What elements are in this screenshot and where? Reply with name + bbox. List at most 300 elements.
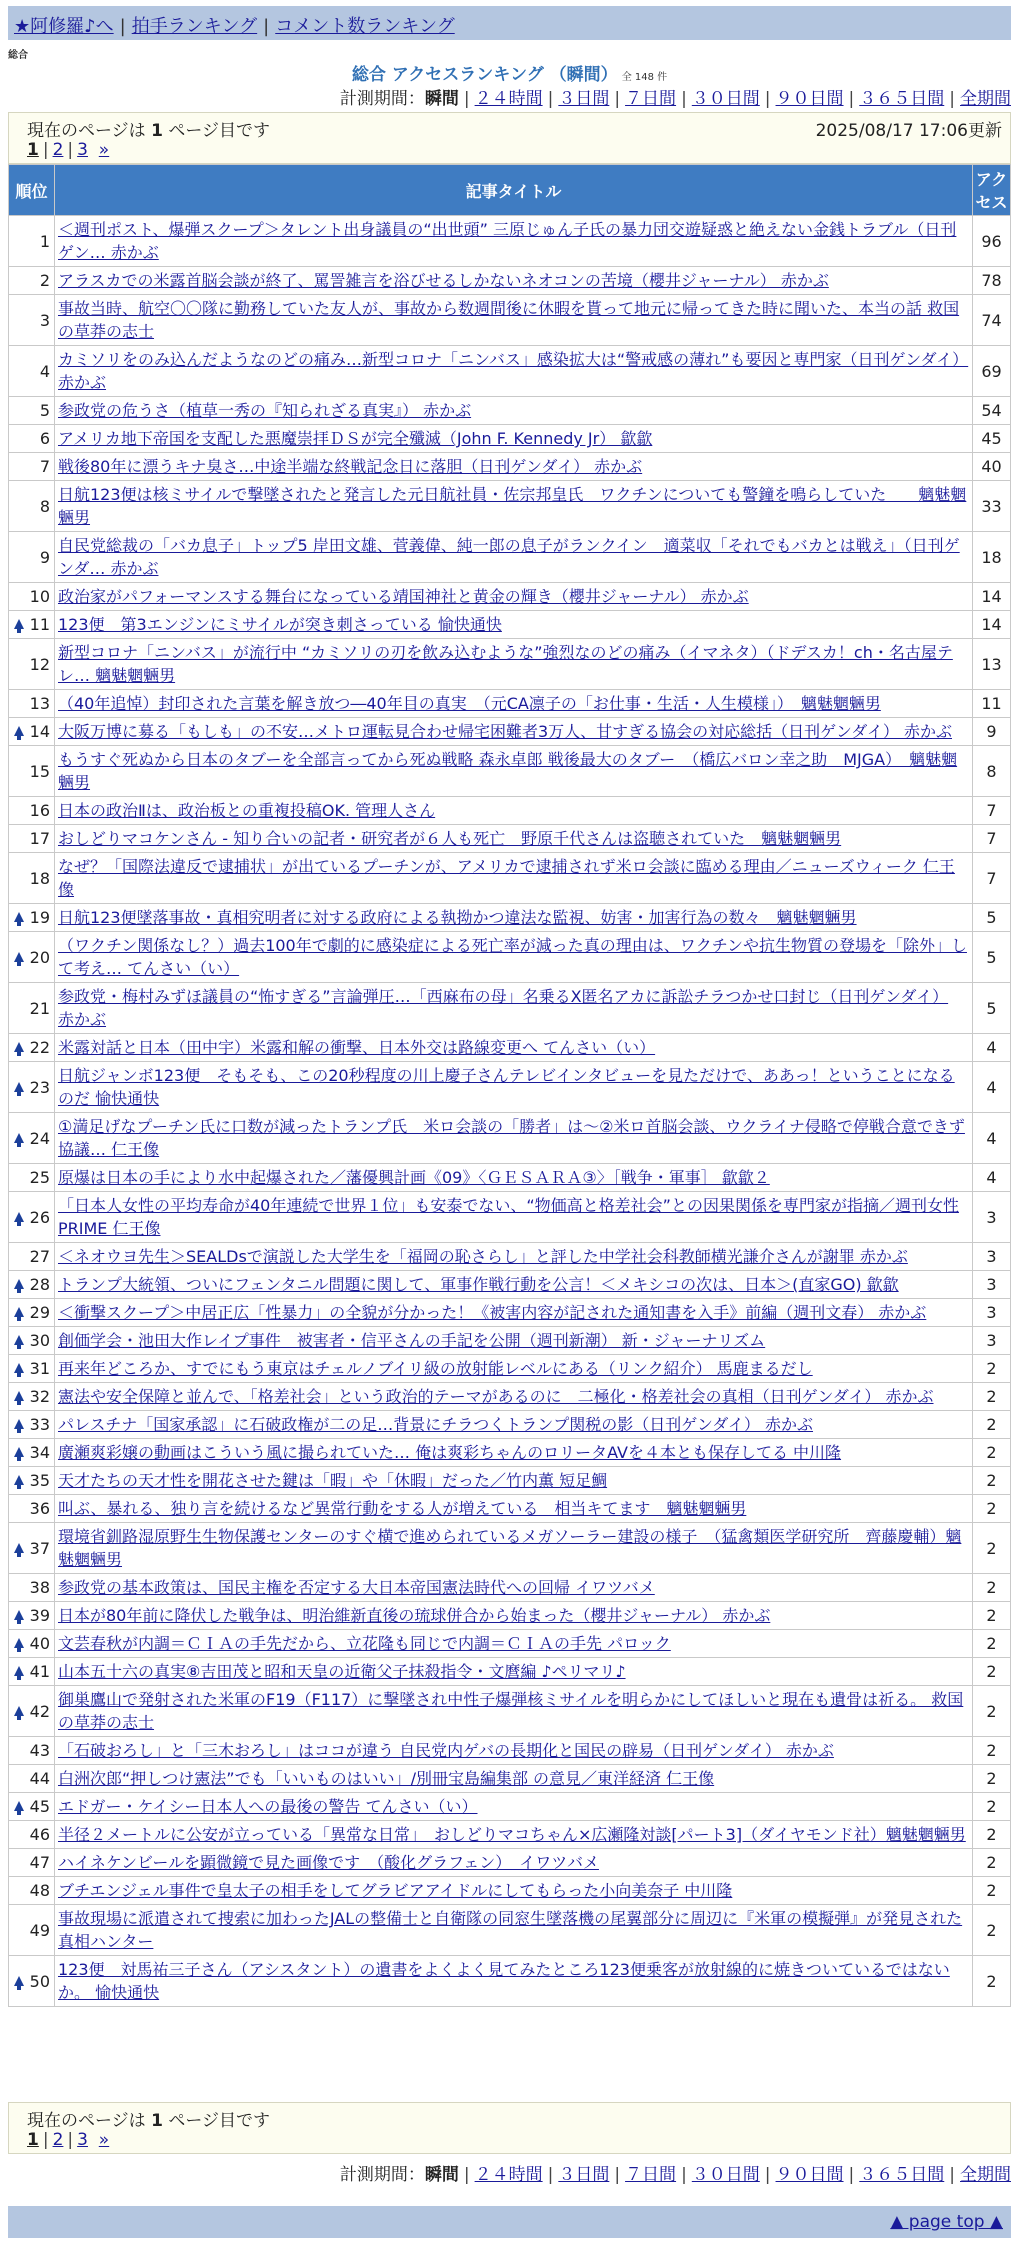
rank-number: 19 xyxy=(29,908,50,927)
period-label: 計測期間： xyxy=(339,2165,425,2185)
article-link[interactable]: 「日本人女性の平均寿命が40年連続で世界１位」も安泰でない、“物価高と格差社会”との因果関係を専門家が指摘／週刊女性PRIME 仁王像 xyxy=(58,1196,959,1238)
rank-number: 7 xyxy=(39,457,50,476)
rank-cell xyxy=(9,853,55,904)
title-cell xyxy=(55,216,973,267)
period-24h-link[interactable]: ２４時間 xyxy=(474,2165,543,2185)
rank-up-arrow-icon xyxy=(14,1042,24,1052)
total-count: 全 148 件 xyxy=(621,72,668,83)
title-cell xyxy=(55,1062,973,1113)
rank-cell xyxy=(9,1574,55,1602)
rank-cell xyxy=(9,1062,55,1113)
rank-up-arrow-icon xyxy=(14,1706,24,1716)
rank-cell xyxy=(9,904,55,932)
period-365d-link[interactable]: ３６５日間 xyxy=(859,89,945,109)
page-info: 現在のページは 1 ページ目です xyxy=(27,121,270,141)
table-row xyxy=(9,718,1011,746)
rank-number: 49 xyxy=(29,1920,50,1940)
title-cell xyxy=(55,1299,973,1327)
rank-number: 2 xyxy=(39,271,50,290)
period-current: 瞬間 xyxy=(424,89,459,109)
rank-cell xyxy=(9,1658,55,1686)
title-cell xyxy=(55,825,973,853)
access-count: 2 xyxy=(973,1905,1011,1956)
rank-number: 50 xyxy=(29,1971,50,1991)
rank-cell xyxy=(9,690,55,718)
title-cell xyxy=(55,1243,973,1271)
title-cell xyxy=(55,746,973,797)
rank-cell xyxy=(9,1034,55,1062)
article-link[interactable]: 参政党・梅村みずほ議員の“怖すぎる”言論弾圧…「西麻布の母」名乗るX匿名アカに訴訟チラつかせ口封じ（日刊ゲンダイ） 赤かぶ xyxy=(58,987,949,1029)
access-header: アクセス xyxy=(973,165,1011,216)
article-link[interactable]: 白洲次郎“押しつけ憲法”でも「いいものはいい」/別冊宝島編集部 の意見／東洋経済 仁王像 xyxy=(58,1769,715,1788)
rank-cell xyxy=(9,216,55,267)
title-cell xyxy=(55,1793,973,1821)
article-link[interactable]: カミソリをのみ込んだようなのどの痛み…新型コロナ「ニンバス」感染拡大は“警戒感の薄れ”も要因と専門家（日刊ゲンダイ） 赤かぶ xyxy=(58,350,969,392)
rank-cell xyxy=(9,1630,55,1658)
rank-cell xyxy=(9,932,55,983)
table-row xyxy=(9,1630,1011,1658)
table-row xyxy=(9,611,1011,639)
table-row xyxy=(9,1062,1011,1113)
title-cell xyxy=(55,1523,973,1574)
rank-up-arrow-icon xyxy=(14,619,24,629)
title-cell xyxy=(55,1574,973,1602)
rank-number: 43 xyxy=(29,1741,50,1760)
table-row xyxy=(9,1113,1011,1164)
article-link[interactable]: 事故現場に派遣されて捜索に加わったJALの整備士と自衛隊の同窓生墜落機の尾翼部分に周辺に『米軍の模擬弾』が発見された 真相ハンター xyxy=(58,1909,963,1951)
rank-cell xyxy=(9,1905,55,1956)
rank-number: 3 xyxy=(39,310,50,330)
article-link[interactable]: もうすぐ死ぬから日本のタブーを全部言ってから死ぬ戦略 森永卓郎 戦後最大のタブー （橋広バロン幸之助 MJGA） 魑魅魍魎男 xyxy=(58,750,958,792)
rank-number: 39 xyxy=(29,1606,50,1625)
article-link[interactable]: 原爆は日本の手により水中起爆された／藩優興計画《09》〈ＧＥＳＡＲＡ③〉［戦争・軍事］ 歙歙２ xyxy=(58,1168,770,1187)
table-row xyxy=(9,797,1011,825)
period-30d-link[interactable]: ３０日間 xyxy=(691,89,760,109)
rank-cell xyxy=(9,346,55,397)
title-cell xyxy=(55,1467,973,1495)
access-count: 74 xyxy=(973,295,1011,346)
rank-number: 20 xyxy=(29,947,50,967)
rank-up-arrow-icon xyxy=(14,1391,24,1401)
rank-cell xyxy=(9,1467,55,1495)
rank-cell xyxy=(9,1271,55,1299)
top-nav-bar xyxy=(8,6,1011,40)
article-link[interactable]: 日本が80年前に降伏した戦争は、明治維新直後の琉球併合から始まった（櫻井ジャーナル） 赤かぶ xyxy=(58,1606,771,1625)
period-nav-top: 計測期間：瞬間 | ２４時間 | ３日間 | ７日間 | ３０日間 | ９０日間 | ３６５日間 | 全期間 xyxy=(339,89,1011,109)
rank-cell xyxy=(9,1299,55,1327)
table-row xyxy=(9,1877,1011,1905)
period-3d-link[interactable]: ３日間 xyxy=(558,2165,610,2185)
table-row xyxy=(9,1495,1011,1523)
rank-number: 36 xyxy=(29,1499,50,1518)
rank-number: 32 xyxy=(29,1387,50,1406)
table-row xyxy=(9,690,1011,718)
table-row xyxy=(9,1327,1011,1355)
rank-cell xyxy=(9,1383,55,1411)
access-count: 40 xyxy=(973,453,1011,481)
article-link[interactable]: アメリカ地下帝国を支配した悪魔崇拝ＤＳが完全殲滅（John F. Kennedy Jr） 歙歙 xyxy=(58,429,653,448)
article-link[interactable]: 日航ジャンボ123便 そもそも、この20秒程度の川上慶子さんテレビインタビューを見ただけで、ああっ！ということになるのだ 愉快通快 xyxy=(58,1066,955,1108)
article-link[interactable]: 日航123便は核ミサイルで撃墜されたと発言した元日航社員・佐宗邦皇氏 ワクチンについても警鐘を鳴らしていた 魑魅魍魎男 xyxy=(58,485,967,527)
rank-up-arrow-icon xyxy=(14,1133,24,1143)
access-count: 78 xyxy=(973,267,1011,295)
article-link[interactable]: おしどりマコケンさん - 知り合いの記者・研究者が６人も死亡 野原千代さんは盗聴されていた 魑魅魍魎男 xyxy=(58,829,842,848)
page-2-link[interactable]: 2 xyxy=(52,140,64,160)
article-link[interactable]: 日航123便墜落事故・真相究明者に対する政府による執拗かつ違法な監視、妨害・加害行為の数々 魑魅魍魎男 xyxy=(58,908,857,927)
article-link[interactable]: エドガー・ケイシー日本人への最後の警告 てんさい（い） xyxy=(58,1797,478,1816)
rank-number: 48 xyxy=(29,1881,50,1900)
rank-cell xyxy=(9,1327,55,1355)
article-link[interactable]: 再来年どころか、すでにもう東京はチェルノブイリ級の放射能レベルにある（リンク紹介） 馬鹿まるだし xyxy=(58,1359,813,1378)
title-cell xyxy=(55,453,973,481)
access-count: 14 xyxy=(973,611,1011,639)
rank-number: 35 xyxy=(29,1471,50,1490)
access-count: 11 xyxy=(973,690,1011,718)
title-cell xyxy=(55,481,973,532)
article-link[interactable]: 山本五十六の真実⑧吉田茂と昭和天皇の近衛父子抹殺指令・文麿編 ♪ペリマリ♪ xyxy=(58,1662,626,1681)
access-count: 2 xyxy=(973,1737,1011,1765)
article-link[interactable]: トランプ大統領、ついにフェンタニル問題に関して、軍事作戦行動を公言！＜メキシコの次は、日本＞(直家GO) 歙歙 xyxy=(58,1275,899,1294)
title-cell xyxy=(55,1821,973,1849)
title-cell xyxy=(55,611,973,639)
title-cell xyxy=(55,1164,973,1192)
period-nav-bottom: 計測期間：瞬間 | ２４時間 | ３日間 | ７日間 | ３０日間 | ９０日間 | ３６５日間 | 全期間 xyxy=(339,2165,1011,2185)
page-1-current: 1 xyxy=(27,140,39,160)
rank-cell xyxy=(9,425,55,453)
article-link[interactable]: 日本の政治Ⅱは、政治板との重複投稿OK. 管理人さん xyxy=(58,801,436,820)
article-link[interactable]: ハイネケンビールを顕微鏡で見た画像です （酸化グラフェン） イワツバメ xyxy=(58,1853,599,1872)
access-count: 3 xyxy=(973,1299,1011,1327)
updated-timestamp: 2025/08/17 17:06更新 xyxy=(815,121,1002,141)
table-row xyxy=(9,1034,1011,1062)
title-cell xyxy=(55,1877,973,1905)
page-3-link[interactable]: 3 xyxy=(77,140,88,160)
rank-up-arrow-icon xyxy=(14,952,24,962)
article-link[interactable]: 戦後80年に漂うキナ臭さ…中途半端な終戦記念日に落胆（日刊ゲンダイ） 赤かぶ xyxy=(58,457,643,476)
rank-up-arrow-icon xyxy=(14,1610,24,1620)
rank-number: 27 xyxy=(29,1247,50,1266)
rank-up-arrow-icon xyxy=(14,1976,24,1986)
table-row xyxy=(9,1164,1011,1192)
period-90d-link[interactable]: ９０日間 xyxy=(775,89,844,109)
access-count: 2 xyxy=(973,1765,1011,1793)
access-count: 9 xyxy=(973,718,1011,746)
table-row xyxy=(9,267,1011,295)
access-count: 54 xyxy=(973,397,1011,425)
access-count: 3 xyxy=(973,1271,1011,1299)
page-3-link[interactable]: 3 xyxy=(77,2130,88,2150)
title-cell xyxy=(55,983,973,1034)
next-page-link[interactable]: » xyxy=(98,140,110,160)
period-all-link[interactable]: 全期間 xyxy=(960,2165,1011,2185)
title-cell xyxy=(55,1686,973,1737)
rank-up-arrow-icon xyxy=(14,1279,24,1289)
rank-up-arrow-icon xyxy=(14,1666,24,1676)
access-count: 4 xyxy=(973,1034,1011,1062)
article-link[interactable]: 「石破おろし」と「三木おろし」はココが違う 自民党内ゲバの長期化と国民の辟易（日刊ゲンダイ） 赤かぶ xyxy=(58,1741,834,1760)
rank-cell xyxy=(9,1523,55,1574)
rank-number: 47 xyxy=(29,1853,50,1872)
article-link[interactable]: 文芸春秋が内調＝ＣＩＡの手先だから、立花隆も同じで内調＝ＣＩＡの手先 パロック xyxy=(58,1634,671,1653)
title-cell xyxy=(55,1602,973,1630)
rank-number: 34 xyxy=(29,1443,50,1462)
rank-up-arrow-icon xyxy=(14,1419,24,1429)
title-cell xyxy=(55,425,973,453)
rank-cell xyxy=(9,797,55,825)
access-count: 45 xyxy=(973,425,1011,453)
article-link[interactable]: 123便 対馬祐三子さん（アシスタント）の遺書をよくよく見てみたところ123便乗客が放射線的に焼きついているではないか。 愉快通快 xyxy=(58,1960,950,2002)
rank-number: 29 xyxy=(29,1303,50,1322)
article-link[interactable]: 123便 第3エンジンにミサイルが突き刺さっている 愉快通快 xyxy=(58,615,502,634)
table-row xyxy=(9,453,1011,481)
title-cell xyxy=(55,532,973,583)
rank-up-arrow-icon xyxy=(14,1447,24,1457)
applause-ranking-link[interactable]: 拍手ランキング xyxy=(131,16,258,37)
page-1-current: 1 xyxy=(27,2130,39,2150)
access-count: 2 xyxy=(973,1849,1011,1877)
title-cell xyxy=(55,1630,973,1658)
access-count: 5 xyxy=(973,904,1011,932)
rank-cell xyxy=(9,267,55,295)
access-count: 2 xyxy=(973,1956,1011,2007)
article-link[interactable]: 自民党総裁の「バカ息子」トップ5 岸田文雄、菅義偉、純一郎の息子がランクイン 適菜収「それでもバカとは戦え」（日刊ゲンダ… 赤かぶ xyxy=(58,536,960,578)
rank-cell xyxy=(9,1411,55,1439)
article-link[interactable]: アラスカでの米露首脳会談が終了、罵詈雑言を浴びせるしかないネオコンの苦境（櫻井ジャーナル） 赤かぶ xyxy=(58,271,829,290)
page-links-bottom: 1 | 2 | 3 » xyxy=(27,2130,110,2150)
access-count: 2 xyxy=(973,1877,1011,1905)
rank-cell xyxy=(9,1765,55,1793)
rank-up-arrow-icon xyxy=(14,912,24,922)
table-row xyxy=(9,1523,1011,1574)
article-link[interactable]: 叫ぶ、暴れる、独り言を続けるなど異常行動をする人が増えている 相当キてます 魑魅魍魎男 xyxy=(58,1499,747,1518)
rank-number: 12 xyxy=(29,654,50,674)
article-link[interactable]: なぜ？「国際法違反で逮捕状」が出ているプーチンが、アメリカで逮捕されず米ロ会談に臨める理由／ニューズウィーク 仁王像 xyxy=(58,857,955,899)
table-row xyxy=(9,1271,1011,1299)
table-row xyxy=(9,1243,1011,1271)
access-count: 2 xyxy=(973,1411,1011,1439)
comment-ranking-link[interactable]: コメント数ランキング xyxy=(275,16,455,37)
section-label: 総合 xyxy=(8,50,28,61)
title-cell xyxy=(55,1737,973,1765)
rank-cell xyxy=(9,583,55,611)
period-30d-link[interactable]: ３０日間 xyxy=(691,2165,760,2185)
article-link[interactable]: 天才たちの天才性を開花させた鍵は「暇」や「休暇」だった／竹内薫 短足鯛 xyxy=(58,1471,608,1490)
rank-number: 22 xyxy=(29,1038,50,1057)
rank-up-arrow-icon xyxy=(14,1307,24,1317)
table-row xyxy=(9,1602,1011,1630)
period-7d-link[interactable]: ７日間 xyxy=(625,89,677,109)
rank-cell xyxy=(9,453,55,481)
access-count: 33 xyxy=(973,481,1011,532)
period-7d-link[interactable]: ７日間 xyxy=(625,2165,677,2185)
page-top-link[interactable]: ▲ page top ▲ xyxy=(890,2212,1003,2232)
rank-number: 40 xyxy=(29,1634,50,1653)
rank-number: 44 xyxy=(29,1769,50,1788)
title-cell xyxy=(55,1849,973,1877)
rank-number: 9 xyxy=(39,547,50,567)
rank-number: 16 xyxy=(29,801,50,820)
rank-cell xyxy=(9,825,55,853)
rank-number: 13 xyxy=(29,694,50,713)
article-link[interactable]: 大阪万博に募る「もしも」の不安…メトロ運転見合わせ帰宅困難者3万人、甘すぎる協会の対応総括（日刊ゲンダイ） 赤かぶ xyxy=(58,722,952,741)
article-link[interactable]: （ワクチン関係なし？）過去100年で劇的に感染症による死亡率が減った真の理由は、ワクチンや抗生物質の登場を「除外」して考え… てんさい（い） xyxy=(58,936,967,978)
rank-cell xyxy=(9,1849,55,1877)
table-row xyxy=(9,1383,1011,1411)
article-link[interactable]: 環境省釧路湿原野生生物保護センターのすぐ横で進められているメガソーラー建設の様子 （猛禽類医学研究所 齊藤慶輔）魑魅魍魎男 xyxy=(58,1527,962,1569)
rank-number: 14 xyxy=(29,722,50,741)
rank-cell xyxy=(9,1737,55,1765)
rank-number: 11 xyxy=(29,615,50,634)
article-link[interactable]: 憲法や安全保障と並んで、「格差社会」という政治的テーマがあるのに 二極化・格差社会の真相（日刊ゲンダイ） 赤かぶ xyxy=(58,1387,934,1406)
access-count: 96 xyxy=(973,216,1011,267)
table-row xyxy=(9,1849,1011,1877)
title-cell xyxy=(55,1355,973,1383)
article-link[interactable]: ＜週刊ポスト、爆弾スクープ＞タレント出身議員の“出世頭” 三原じゅん子氏の暴力団交遊疑惑と絶えない金銭トラブル（日刊ゲン… 赤かぶ xyxy=(58,220,957,262)
table-row xyxy=(9,397,1011,425)
title-cell xyxy=(55,1327,973,1355)
article-link[interactable]: ＜衝撃スクープ＞中居正広「性暴力」の全貌が分かった！《被害内容が記された通知書を入手》前編（週刊文春） 赤かぶ xyxy=(58,1303,927,1322)
rank-number: 41 xyxy=(29,1662,50,1681)
period-90d-link[interactable]: ９０日間 xyxy=(775,2165,844,2185)
period-24h-link[interactable]: ２４時間 xyxy=(474,89,543,109)
rank-number: 38 xyxy=(29,1578,50,1597)
table-row xyxy=(9,216,1011,267)
table-row xyxy=(9,1821,1011,1849)
rank-number: 17 xyxy=(29,829,50,848)
table-row xyxy=(9,1793,1011,1821)
article-link[interactable]: 半径２メートルに公安が立っている「異常な日常」 おしどりマコちゃん×広瀬隆対談[パート3]（ダイヤモンド社）魑魅魍魎男 xyxy=(58,1825,966,1844)
table-row xyxy=(9,1686,1011,1737)
rank-cell xyxy=(9,1602,55,1630)
article-link[interactable]: 創価学会・池田大作レイプ事件 被害者・信平さんの手記を公開（週刊新潮） 新・ジャーナリズム xyxy=(58,1331,766,1350)
rank-number: 33 xyxy=(29,1415,50,1434)
rank-number: 45 xyxy=(29,1797,50,1816)
title-cell xyxy=(55,1956,973,2007)
title-cell xyxy=(55,718,973,746)
article-link[interactable]: 政治家がパフォーマンスする舞台になっている靖国神社と黄金の輝き（櫻井ジャーナル） 赤かぶ xyxy=(58,587,749,606)
access-count: 69 xyxy=(973,346,1011,397)
rank-up-arrow-icon xyxy=(14,1363,24,1373)
table-row xyxy=(9,532,1011,583)
rank-number: 8 xyxy=(39,496,50,516)
rank-number: 18 xyxy=(29,868,50,888)
article-link[interactable]: 米露対話と日本（田中宇）米露和解の衝撃、日本外交は路線変更へ てんさい（い） xyxy=(58,1038,656,1057)
rank-cell xyxy=(9,1686,55,1737)
table-row xyxy=(9,481,1011,532)
title-cell xyxy=(55,797,973,825)
access-count: 3 xyxy=(973,1192,1011,1243)
next-page-link[interactable]: » xyxy=(98,2130,110,2150)
title-cell xyxy=(55,583,973,611)
rank-number: 30 xyxy=(29,1331,50,1350)
title-cell xyxy=(55,1113,973,1164)
article-link[interactable]: 事故当時、航空〇〇隊に勤務していた友人が、事故から数週間後に休暇を貰って地元に帰ってきた時に聞いた、本当の話 救国の草莽の志士 xyxy=(58,299,960,341)
title-cell xyxy=(55,1383,973,1411)
rank-cell xyxy=(9,639,55,690)
rank-up-arrow-icon xyxy=(14,726,24,736)
rank-cell xyxy=(9,718,55,746)
rank-cell xyxy=(9,1355,55,1383)
article-link[interactable]: 御巣鷹山で発射された米軍のF19（F117）に撃墜され中性子爆弾核ミサイルを明らかにしてほしいと現在も遺骨は祈る。 救国の草莽の志士 xyxy=(58,1690,964,1732)
table-row xyxy=(9,1956,1011,2007)
ranking-table xyxy=(8,164,1011,2007)
article-link[interactable]: ブチエンジェル事件で皇太子の相手をしてグラビアアイドルにしてもらった小向美奈子 中川隆 xyxy=(58,1881,733,1900)
rank-number: 31 xyxy=(29,1359,50,1378)
access-count: 7 xyxy=(973,797,1011,825)
title-cell xyxy=(55,1658,973,1686)
rank-up-arrow-icon xyxy=(14,1212,24,1222)
rank-up-arrow-icon xyxy=(14,1082,24,1092)
access-count: 2 xyxy=(973,1383,1011,1411)
rank-number: 6 xyxy=(39,429,50,448)
title-cell xyxy=(55,932,973,983)
article-link[interactable]: 参政党の基本政策は、国民主権を否定する大日本帝国憲法時代への回帰 イワツバメ xyxy=(58,1578,655,1597)
page-2-link[interactable]: 2 xyxy=(52,2130,64,2150)
access-count: 4 xyxy=(973,1164,1011,1192)
article-link[interactable]: 新型コロナ「ニンバス」が流行中 “カミソリの刃を飲み込むような”強烈なのどの痛み（イマネタ）（ドデスカ！ch・名古屋テレ… 魑魅魍魎男 xyxy=(58,643,953,685)
period-365d-link[interactable]: ３６５日間 xyxy=(859,2165,945,2185)
article-link[interactable]: 参政党の危うさ（植草一秀の『知られざる真実』） 赤かぶ xyxy=(58,401,472,420)
rank-up-arrow-icon xyxy=(14,1475,24,1485)
ranking-title: 総合 アクセスランキング （瞬間） xyxy=(351,65,618,85)
rank-cell xyxy=(9,1243,55,1271)
rank-number: 25 xyxy=(29,1168,50,1187)
page-links: 1 | 2 | 3 » xyxy=(27,140,110,160)
rank-cell xyxy=(9,1821,55,1849)
home-link[interactable]: ★阿修羅♪へ xyxy=(14,16,114,37)
access-count: 5 xyxy=(973,932,1011,983)
rank-cell xyxy=(9,1164,55,1192)
rank-number: 10 xyxy=(29,587,50,606)
table-row xyxy=(9,983,1011,1034)
title-cell xyxy=(55,397,973,425)
table-header-row xyxy=(9,165,1011,216)
title-cell xyxy=(55,690,973,718)
rank-number: 46 xyxy=(29,1825,50,1844)
period-label: 計測期間： xyxy=(339,89,425,109)
access-count: 7 xyxy=(973,825,1011,853)
rank-up-arrow-icon xyxy=(14,1801,24,1811)
table-row xyxy=(9,295,1011,346)
rank-cell xyxy=(9,481,55,532)
period-3d-link[interactable]: ３日間 xyxy=(558,89,610,109)
table-row xyxy=(9,1574,1011,1602)
table-row xyxy=(9,1411,1011,1439)
table-row xyxy=(9,1355,1011,1383)
access-count: 7 xyxy=(973,853,1011,904)
title-header: 記事タイトル xyxy=(55,165,973,216)
title-cell xyxy=(55,1765,973,1793)
rank-cell xyxy=(9,1495,55,1523)
access-count: 8 xyxy=(973,746,1011,797)
access-count: 2 xyxy=(973,1793,1011,1821)
rank-cell xyxy=(9,1956,55,2007)
article-link[interactable]: （40年追悼）封印された言葉を解き放つ―40年目の真実 （元CA凛子の「お仕事・生活・人生模様」） 魑魅魍魎男 xyxy=(58,694,881,713)
article-link[interactable]: ＜ネオウヨ先生＞SEALDsで演説した大学生を「福岡の恥さらし」と評した中学社会科教師横光謙介さんが謝罪 赤かぶ xyxy=(58,1247,908,1266)
rank-number: 37 xyxy=(29,1538,50,1558)
article-link[interactable]: ①満足げなプーチン氏に口数が減ったトランプ氏 米ロ会談の「勝者」は～②米ロ首脳会談、ウクライナ侵略で停戦合意できず協議… 仁王像 xyxy=(58,1117,965,1159)
article-link[interactable]: パレスチナ「国家承認」に石破政権が二の足…背景にチラつくトランプ関税の影（日刊ゲンダイ） 赤かぶ xyxy=(58,1415,814,1434)
period-all-link[interactable]: 全期間 xyxy=(960,89,1011,109)
rank-cell xyxy=(9,1113,55,1164)
rank-cell xyxy=(9,1439,55,1467)
article-link[interactable]: 廣瀬爽彩嬢の動画はこういう風に撮られていた… 俺は爽彩ちゃんのロリータAVを４本とも保存してる 中川隆 xyxy=(58,1443,842,1462)
access-count: 3 xyxy=(973,1327,1011,1355)
rank-cell xyxy=(9,983,55,1034)
rank-cell xyxy=(9,611,55,639)
table-row xyxy=(9,1299,1011,1327)
table-row xyxy=(9,853,1011,904)
